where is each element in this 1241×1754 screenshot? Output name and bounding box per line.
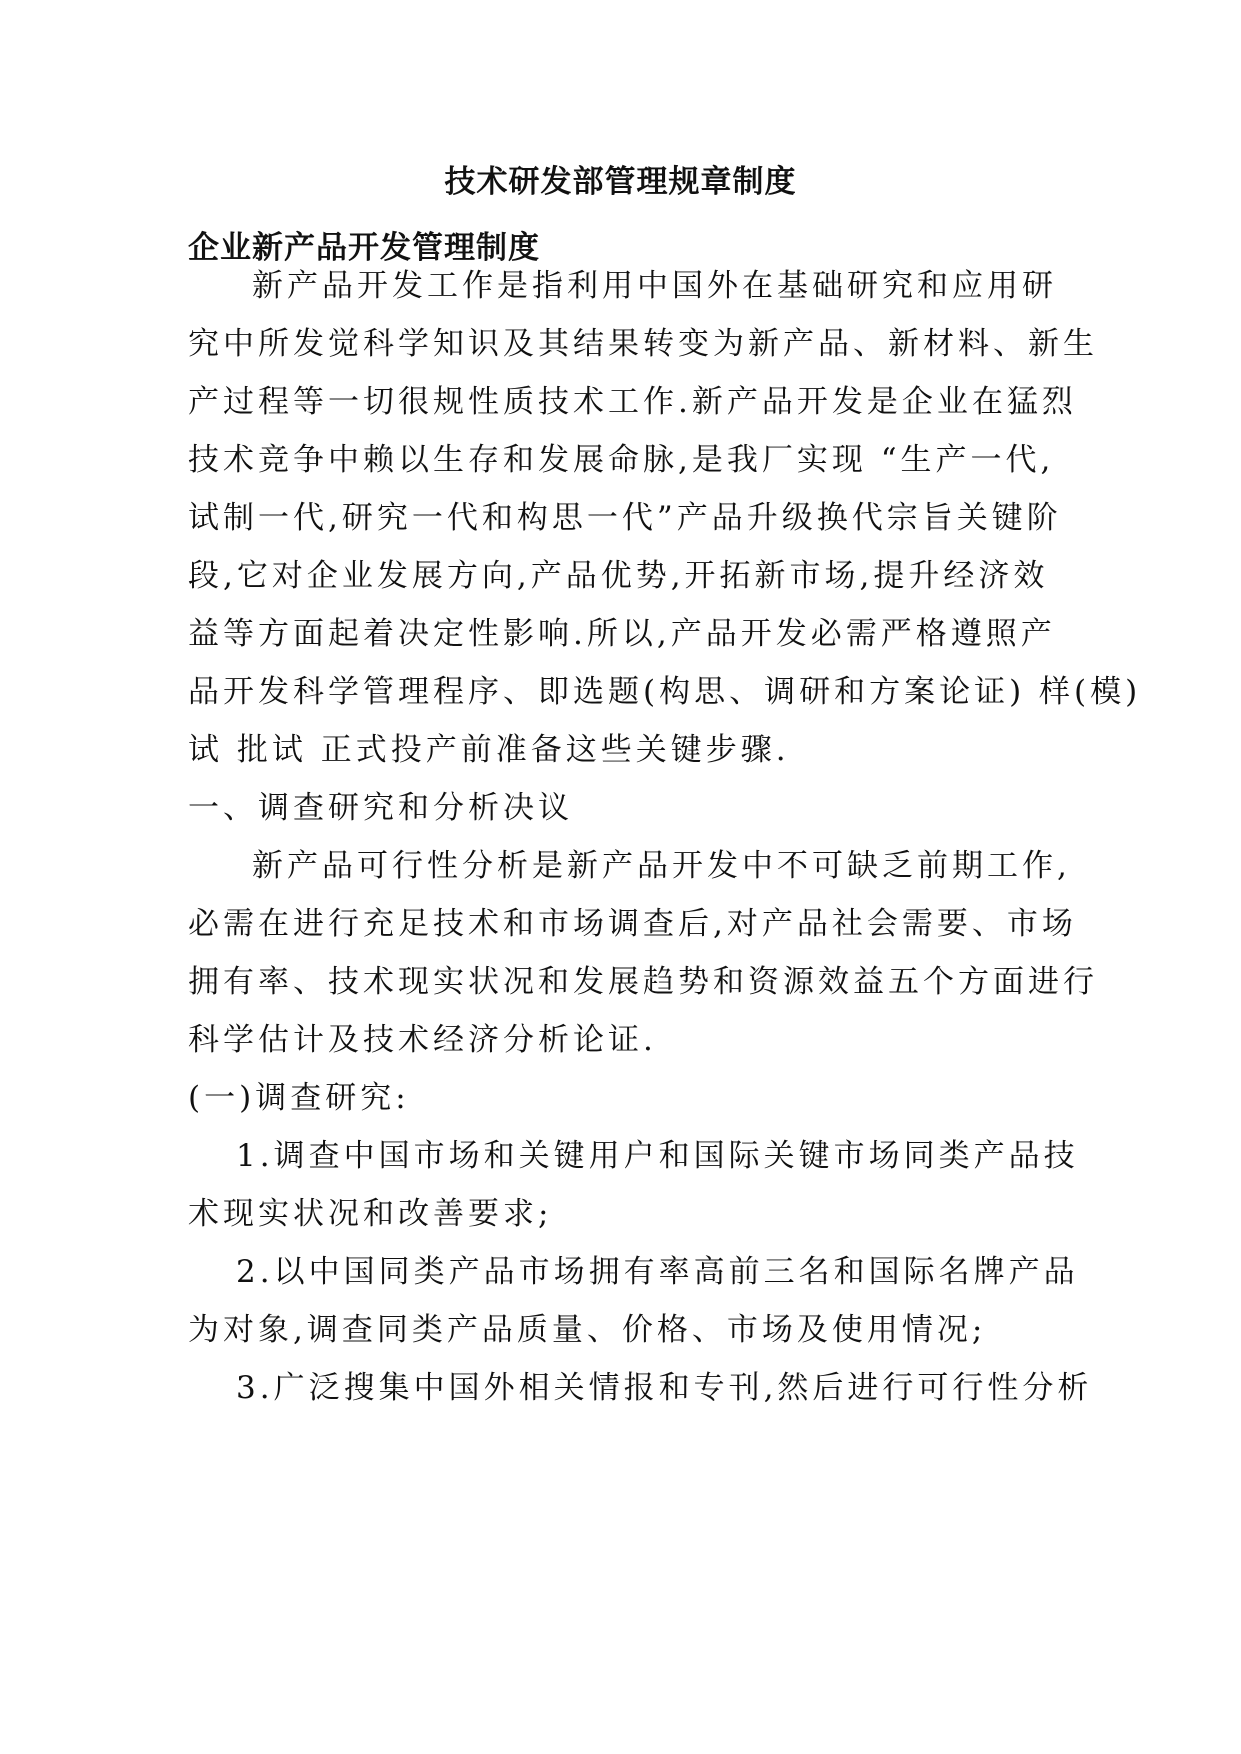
paragraph-line: 新产品开发工作是指利用中国外在基础研究和应用研 (252, 268, 1057, 304)
section-heading: 一、调查研究和分析决议 (188, 790, 573, 826)
paragraph-line: 益等方面起着决定性影响.所以,产品开发必需严格遵照产 (188, 616, 1056, 652)
paragraph-line: 技术竞争中赖以生存和发展命脉,是我厂实现 “生产一代, (188, 442, 1055, 478)
paragraph-line: 究中所发觉科学知识及其结果转变为新产品、新材料、新生 (188, 326, 1098, 362)
paragraph-line: 试 批试 正式投产前准备这些关键步骤. (188, 732, 790, 768)
document-subtitle: 企业新产品开发管理制度 (188, 230, 540, 266)
list-item: 1.调查中国市场和关键用户和国际关键市场同类产品技 (236, 1138, 1079, 1174)
paragraph-line: 必需在进行充足技术和市场调查后,对产品社会需要、市场 (188, 906, 1077, 942)
paragraph-line: 科学估计及技术经济分析论证. (188, 1022, 657, 1058)
paragraph-line: 产过程等一切很规性质技术工作.新产品开发是企业在猛烈 (188, 384, 1077, 420)
paragraph-line: 试制一代,研究一代和构思一代”产品升级换代宗旨关键阶 (188, 500, 1062, 536)
subsection-heading: (一)调查研究: (188, 1080, 410, 1116)
list-item: 3.广泛搜集中国外相关情报和专刊,然后进行可行性分析 (236, 1370, 1093, 1406)
paragraph-line: 拥有率、技术现实状况和发展趋势和资源效益五个方面进行 (188, 964, 1098, 1000)
list-item: 术现实状况和改善要求; (188, 1196, 553, 1232)
paragraph-line: 段,它对企业发展方向,产品优势,开拓新市场,提升经济效 (188, 558, 1049, 594)
document-title: 技术研发部管理规章制度 (444, 164, 797, 200)
list-item: 为对象,调查同类产品质量、价格、市场及使用情况; (188, 1312, 987, 1348)
paragraph-line: 新产品可行性分析是新产品开发中不可缺乏前期工作, (252, 848, 1071, 884)
list-item: 2.以中国同类产品市场拥有率高前三名和国际名牌产品 (236, 1254, 1079, 1290)
paragraph-line: 品开发科学管理程序、即选题(构思、调研和方案论证) 样(模) (188, 674, 1142, 710)
